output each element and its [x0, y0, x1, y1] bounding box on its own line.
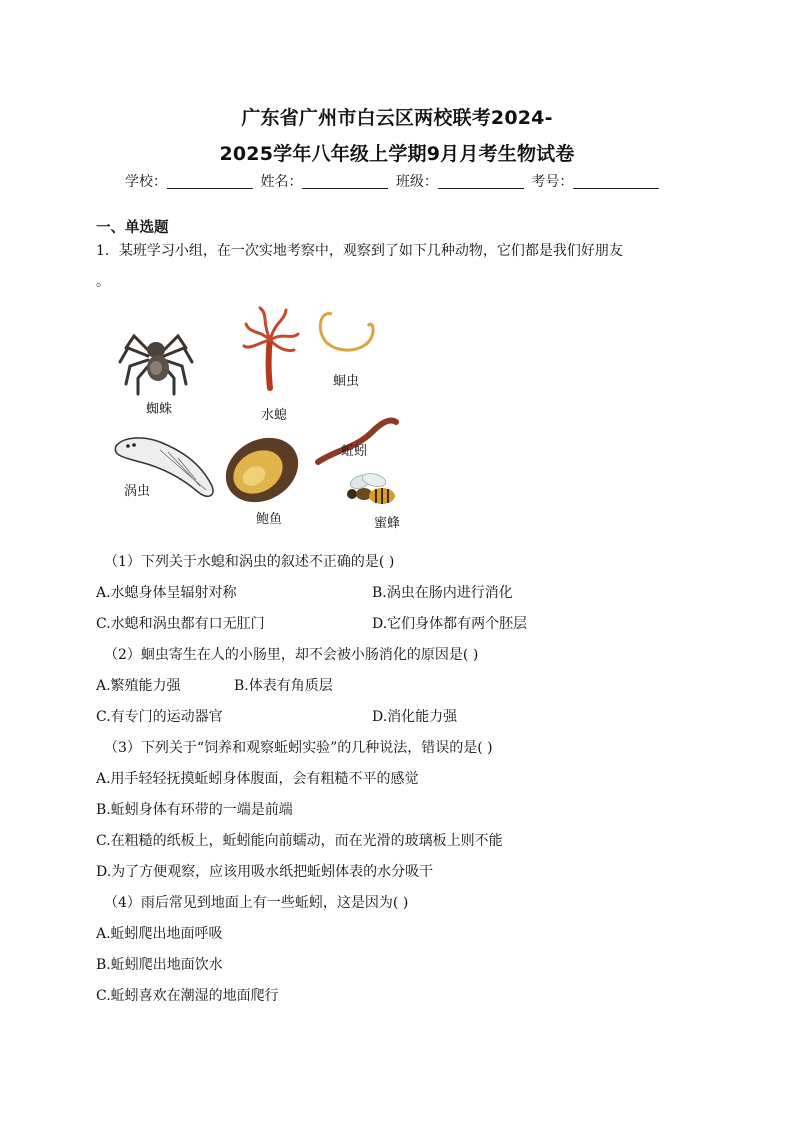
student-info-row — [125, 171, 662, 191]
exam-number-blank[interactable] — [573, 174, 659, 189]
label-abalone: 鲍鱼 — [256, 512, 283, 527]
school-label: 学校： — [125, 174, 167, 190]
abalone-image — [214, 425, 310, 515]
label-earthworm: 蚯蚓 — [341, 444, 368, 459]
q1-sub4-option-c[interactable]: C.蚯蚓喜欢在潮湿的地面爬行 — [96, 988, 279, 1004]
bee-image — [347, 471, 395, 504]
q1-sub1-option-b[interactable]: B.涡虫在肠内进行消化 — [372, 585, 513, 601]
q1-stem-line1: 1．某班学习小组，在一次实地考察中，观察到了如下几种动物，它们都是我们好朋友 — [96, 243, 623, 259]
label-spider: 蜘蛛 — [146, 402, 173, 417]
q1-stem-line2: 。 — [96, 274, 110, 290]
spider-image — [120, 336, 192, 394]
q1-sub2-option-a[interactable]: A.繁殖能力强 — [96, 678, 181, 694]
exam-title-line2: 2025学年八年级上学期9月月考生物试卷 — [219, 143, 575, 165]
q1-sub1-option-a[interactable]: A.水螅身体呈辐射对称 — [96, 585, 237, 601]
label-hydra: 水螅 — [261, 408, 288, 423]
exam-number-label: 考号： — [531, 174, 574, 190]
q1-sub1-option-c[interactable]: C.水螅和涡虫都有口无肛门 — [96, 616, 265, 632]
q1-sub1-stem: （1）下列关于水螅和涡虫的叙述不正确的是( ) — [104, 554, 395, 570]
q1-sub3-option-c[interactable]: C.在粗糙的纸板上，蚯蚓能向前蠕动，而在光滑的玻璃板上则不能 — [96, 833, 503, 849]
name-blank[interactable] — [302, 174, 388, 189]
class-label: 班级： — [395, 174, 438, 190]
name-label: 姓名： — [260, 174, 303, 190]
animal-figure — [100, 300, 420, 532]
hydra-image — [244, 308, 298, 388]
q1-sub3-option-d[interactable]: D.为了方便观察，应该用吸水纸把蚯蚓体表的水分吸干 — [96, 864, 434, 880]
label-flatworm: 涡虫 — [124, 484, 151, 499]
q1-sub2-option-b[interactable]: B.体表有角质层 — [234, 678, 333, 694]
school-blank[interactable] — [167, 174, 253, 189]
q1-sub3-option-a[interactable]: A.用手轻轻抚摸蚯蚓身体腹面，会有粗糙不平的感觉 — [96, 771, 419, 787]
q1-sub2-option-d[interactable]: D.消化能力强 — [372, 709, 458, 725]
q1-sub2-option-c[interactable]: C.有专门的运动器官 — [96, 709, 223, 725]
exam-title-line1: 广东省广州市白云区两校联考2024- — [241, 107, 553, 129]
q1-sub2-stem: （2）蛔虫寄生在人的小肠里，却不会被小肠消化的原因是( ) — [104, 647, 479, 663]
roundworm-image — [320, 313, 373, 350]
q1-sub4-option-a[interactable]: A.蚯蚓爬出地面呼吸 — [96, 926, 223, 942]
label-bee: 蜜蜂 — [374, 516, 401, 531]
q1-sub4-stem: （4）雨后常见到地面上有一些蚯蚓，这是因为( ) — [104, 895, 409, 911]
q1-sub4-option-b[interactable]: B.蚯蚓爬出地面饮水 — [96, 957, 223, 973]
q1-sub3-option-b[interactable]: B.蚯蚓身体有环带的一端是前端 — [96, 802, 293, 818]
q1-sub3-stem: （3）下列关于“饲养和观察蚯蚓实验”的几种说法，错误的是( ) — [104, 740, 493, 756]
section-title: 一、单选题 — [96, 220, 169, 236]
q1-sub1-option-d[interactable]: D.它们身体都有两个胚层 — [372, 616, 528, 632]
class-blank[interactable] — [438, 174, 524, 189]
label-roundworm: 蛔虫 — [333, 374, 360, 389]
